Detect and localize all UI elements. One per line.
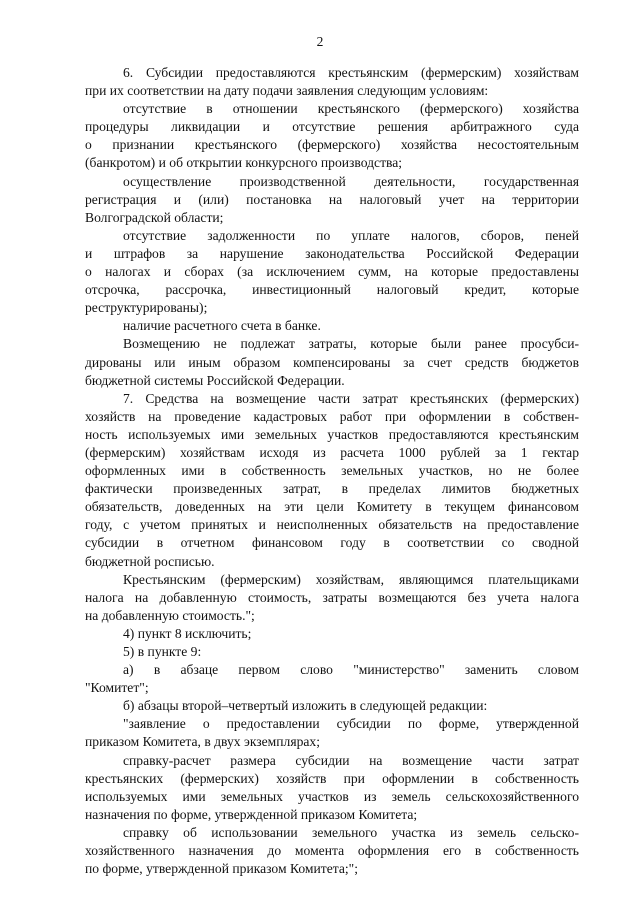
text-line: используемых ими земельных участков из земель сельскохозяйственного <box>85 788 579 804</box>
text-line: крестьянских (фермерских) хозяйств при оформлении в собственность <box>85 770 579 786</box>
text-line: реструктурированы); <box>85 300 208 316</box>
text-line: о налогах и сборах (за исключением сумм, на которые предоставлены <box>85 264 579 280</box>
text-line: хозяйственного назначения до момента оформления его в собственность <box>85 843 579 859</box>
text-line: оформленных ими в собственность земельных участков, но не более <box>85 463 579 479</box>
text-line: (фермерским) хозяйствам исходя из расчета 1000 рублей за 1 гектар <box>85 444 579 460</box>
text-line: процедуры ликвидации и отсутствие решения арбитражного суда <box>85 119 579 135</box>
text-line: (банкротом) и об открытии конкурсного производства; <box>85 155 403 171</box>
text-line: а) в абзаце первом слово "министерство" заменить словом <box>123 662 579 678</box>
text-line: 5) в пункте 9: <box>123 644 202 659</box>
text-line: Крестьянским (фермерским) хозяйствам, являющимся плательщиками <box>123 571 579 587</box>
text-line: 6. Субсидии предоставляются крестьянским (фермерским) хозяйствам <box>123 65 579 80</box>
text-line: приказом Комитета, в двух экземплярах; <box>85 734 320 750</box>
text-line: хозяйств на проведение кадастровых работ при оформлении в собствен- <box>85 408 579 424</box>
text-line: бюджетной системы Российской Федерации. <box>85 372 345 388</box>
text-line: по форме, утвержденной приказом Комитета;"; <box>85 861 358 877</box>
text-line: на добавленную стоимость."; <box>85 607 255 623</box>
text-line: ность используемых ими земельных участков предоставляются крестьянским <box>85 426 579 442</box>
text-line: 4) пункт 8 исключить; <box>123 625 252 641</box>
text-line: Возмещению не подлежат затраты, которые были ранее просубси- <box>123 336 579 352</box>
text-line: "Комитет"; <box>85 680 149 696</box>
text-line: справку об использовании земельного участка из земель сельско- <box>123 824 579 840</box>
text-line: справку-расчет размера субсидии на возмещение части затрат <box>123 752 579 768</box>
text-line: субсидии в отчетном финансовом году в соответствии со сводной <box>85 535 579 551</box>
text-line: о признании крестьянского (фермерского) хозяйства несостоятельным <box>85 137 579 153</box>
text-line: отсутствие задолженности по уплате налогов, сборов, пеней <box>123 227 579 243</box>
text-line: году, с учетом принятых и неисполненных обязательств на предоставление <box>85 517 579 533</box>
text-line: назначения по форме, утвержденной приказом Комитета; <box>85 806 418 822</box>
text-line: фактически произведенных затрат, в пределах лимитов бюджетных <box>85 481 579 497</box>
page-number: 2 <box>316 34 324 49</box>
text-line: налога на добавленную стоимость, затраты возмещаются без учета налога <box>85 589 579 605</box>
text-line: отсутствие в отношении крестьянского (фермерского) хозяйства <box>123 101 579 117</box>
text-line: осуществление производственной деятельности, государственная <box>123 173 579 189</box>
text-line: дированы или иным образом компенсированы за счет средств бюджетов <box>85 354 579 370</box>
text-line: б) абзацы второй–четвертый изложить в следующей редакции: <box>123 698 488 714</box>
text-line: при их соответствии на дату подачи заявления следующим условиям: <box>85 83 489 99</box>
text-line: 7. Средства на возмещение части затрат крестьянских (фермерских) <box>123 390 579 406</box>
text-line: и штрафов за нарушение законодательства Российской Федерации <box>85 245 579 261</box>
text-line: "заявление о предоставлении субсидии по форме, утвержденной <box>123 716 579 732</box>
text-line: обязательств, доведенных на эти цели Комитету в текущем финансовом <box>85 499 579 515</box>
document-body <box>85 64 579 878</box>
text-line: наличие расчетного счета в банке. <box>123 318 321 334</box>
text-line: регистрация и (или) постановка на налоговый учет на территории <box>85 191 579 207</box>
text-line: отсрочка, рассрочка, инвестиционный налоговый кредит, которые <box>85 282 579 298</box>
text-line: Волгоградской области; <box>85 209 224 225</box>
text-line: бюджетной росписью. <box>85 553 215 569</box>
